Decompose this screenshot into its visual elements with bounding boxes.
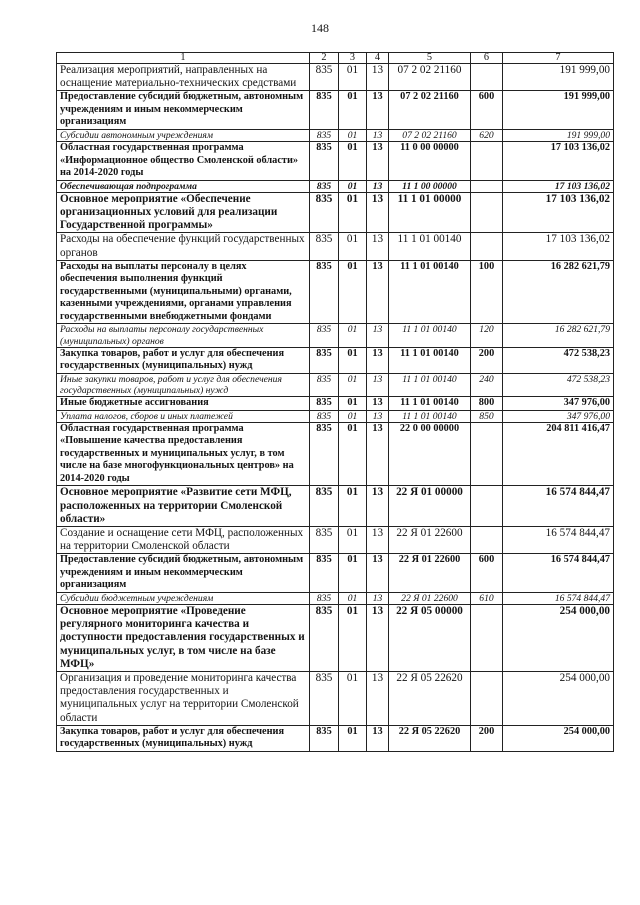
amount-cell: 16 282 621,79 (503, 260, 614, 324)
section-cell: 01 (339, 397, 367, 411)
table-row (57, 592, 614, 604)
subsection-cell: 13 (367, 410, 389, 422)
row-name-cell: Основное мероприятие «Развитие сети МФЦ, расположенных на территории Смоленской области» (57, 486, 310, 527)
header-cell: 1 (57, 53, 310, 64)
admin-code-cell: 835 (310, 347, 339, 373)
table-row (57, 91, 614, 130)
amount-cell: 16 574 844,47 (503, 592, 614, 604)
amount-cell: 347 976,00 (503, 410, 614, 422)
target-article-cell: 11 1 01 00140 (389, 233, 471, 260)
table-row (57, 129, 614, 141)
table-row (57, 725, 614, 751)
target-article-cell: 07 2 02 21160 (389, 91, 471, 130)
table-row (57, 347, 614, 373)
expense-type-cell (471, 64, 503, 91)
section-cell: 01 (339, 592, 367, 604)
row-name-cell: Обеспечивающая подпрограмма (57, 180, 310, 192)
page-number: 148 (311, 21, 329, 35)
table-row (57, 260, 614, 324)
admin-code-cell: 835 (310, 64, 339, 91)
admin-code-cell: 835 (310, 91, 339, 130)
amount-cell: 472 538,23 (503, 347, 614, 373)
target-article-cell: 22 Я 05 00000 (389, 605, 471, 672)
table-row (57, 410, 614, 422)
expense-type-cell (471, 233, 503, 260)
amount-cell: 191 999,00 (503, 64, 614, 91)
target-article-cell: 11 1 01 00140 (389, 347, 471, 373)
amount-cell: 16 574 844,47 (503, 554, 614, 593)
row-name-cell: Субсидии автономным учреждениям (57, 129, 310, 141)
expense-type-cell (471, 605, 503, 672)
header-cell: 4 (367, 53, 389, 64)
row-name-cell: Организация и проведение мониторинга качества предоставления государственных и муниципальных услуг на территории Смоленской области (57, 672, 310, 726)
admin-code-cell: 835 (310, 526, 339, 553)
header-cell: 6 (471, 53, 503, 64)
table-row (57, 605, 614, 672)
amount-cell: 17 103 136,02 (503, 233, 614, 260)
subsection-cell: 13 (367, 324, 389, 347)
subsection-cell: 13 (367, 233, 389, 260)
target-article-cell: 22 Я 05 22620 (389, 672, 471, 726)
section-cell: 01 (339, 672, 367, 726)
expense-type-cell: 600 (471, 91, 503, 130)
row-name-cell: Иные закупки товаров, работ и услуг для обеспечения государственных (муниципальных) нужд (57, 373, 310, 396)
table-row (57, 422, 614, 486)
admin-code-cell: 835 (310, 142, 339, 181)
admin-code-cell: 835 (310, 260, 339, 324)
section-cell: 01 (339, 725, 367, 751)
target-article-cell: 11 0 00 00000 (389, 142, 471, 181)
amount-cell: 204 811 416,47 (503, 422, 614, 486)
expense-type-cell (471, 422, 503, 486)
section-cell: 01 (339, 64, 367, 91)
admin-code-cell: 835 (310, 129, 339, 141)
subsection-cell: 13 (367, 129, 389, 141)
row-name-cell: Расходы на обеспечение функций государственных органов (57, 233, 310, 260)
table-header-row (57, 53, 614, 64)
subsection-cell: 13 (367, 725, 389, 751)
section-cell: 01 (339, 554, 367, 593)
expense-type-cell (471, 180, 503, 192)
row-name-cell: Основное мероприятие «Обеспечение организационных условий для реализации Государственной программы» (57, 192, 310, 233)
admin-code-cell: 835 (310, 233, 339, 260)
budget-table (56, 52, 614, 752)
section-cell: 01 (339, 180, 367, 192)
header-cell: 5 (389, 53, 471, 64)
amount-cell: 254 000,00 (503, 605, 614, 672)
section-cell: 01 (339, 526, 367, 553)
section-cell: 01 (339, 91, 367, 130)
expense-type-cell: 800 (471, 397, 503, 411)
row-name-cell: Иные бюджетные ассигнования (57, 397, 310, 411)
section-cell: 01 (339, 324, 367, 347)
section-cell: 01 (339, 422, 367, 486)
table-row (57, 192, 614, 233)
row-name-cell: Расходы на выплаты персоналу государственных (муниципальных) органов (57, 324, 310, 347)
subsection-cell: 13 (367, 142, 389, 181)
subsection-cell: 13 (367, 397, 389, 411)
expense-type-cell: 200 (471, 725, 503, 751)
admin-code-cell: 835 (310, 672, 339, 726)
row-name-cell: Субсидии бюджетным учреждениям (57, 592, 310, 604)
section-cell: 01 (339, 605, 367, 672)
subsection-cell: 13 (367, 422, 389, 486)
row-name-cell: Создание и оснащение сети МФЦ, расположенных на территории Смоленской области (57, 526, 310, 553)
admin-code-cell: 835 (310, 422, 339, 486)
table-row (57, 373, 614, 396)
expense-type-cell (471, 486, 503, 527)
admin-code-cell: 835 (310, 486, 339, 527)
header-cell: 2 (310, 53, 339, 64)
subsection-cell: 13 (367, 592, 389, 604)
table-row (57, 486, 614, 527)
amount-cell: 191 999,00 (503, 129, 614, 141)
subsection-cell: 13 (367, 486, 389, 527)
expense-type-cell (471, 672, 503, 726)
expense-type-cell: 850 (471, 410, 503, 422)
amount-cell: 17 103 136,02 (503, 180, 614, 192)
section-cell: 01 (339, 129, 367, 141)
section-cell: 01 (339, 373, 367, 396)
expense-type-cell (471, 192, 503, 233)
admin-code-cell: 835 (310, 725, 339, 751)
subsection-cell: 13 (367, 260, 389, 324)
expense-type-cell: 120 (471, 324, 503, 347)
section-cell: 01 (339, 233, 367, 260)
table-row (57, 554, 614, 593)
subsection-cell: 13 (367, 192, 389, 233)
header-cell: 7 (503, 53, 614, 64)
admin-code-cell: 835 (310, 192, 339, 233)
target-article-cell: 11 1 01 00140 (389, 410, 471, 422)
subsection-cell: 13 (367, 526, 389, 553)
subsection-cell: 13 (367, 91, 389, 130)
table-row (57, 233, 614, 260)
expense-type-cell (471, 142, 503, 181)
target-article-cell: 22 Я 01 22600 (389, 526, 471, 553)
section-cell: 01 (339, 410, 367, 422)
amount-cell: 472 538,23 (503, 373, 614, 396)
row-name-cell: Предоставление субсидий бюджетным, автономным учреждениям и иным некоммерческим организациям (57, 554, 310, 593)
table-row (57, 672, 614, 726)
target-article-cell: 11 1 00 00000 (389, 180, 471, 192)
admin-code-cell: 835 (310, 324, 339, 347)
row-name-cell: Уплата налогов, сборов и иных платежей (57, 410, 310, 422)
section-cell: 01 (339, 486, 367, 527)
amount-cell: 191 999,00 (503, 91, 614, 130)
target-article-cell: 07 2 02 21160 (389, 64, 471, 91)
section-cell: 01 (339, 192, 367, 233)
expense-type-cell: 600 (471, 554, 503, 593)
row-name-cell: Областная государственная программа «Повышение качества предоставления государственных и муниципальных услуг, в том числе на базе многофункциональных центров» на 2014-2020 годы (57, 422, 310, 486)
target-article-cell: 22 0 00 00000 (389, 422, 471, 486)
subsection-cell: 13 (367, 605, 389, 672)
row-name-cell: Закупка товаров, работ и услуг для обеспечения государственных (муниципальных) нужд (57, 347, 310, 373)
target-article-cell: 22 Я 01 22600 (389, 554, 471, 593)
section-cell: 01 (339, 347, 367, 373)
table-row (57, 526, 614, 553)
amount-cell: 17 103 136,02 (503, 192, 614, 233)
header-cell: 3 (339, 53, 367, 64)
target-article-cell: 22 Я 01 22600 (389, 592, 471, 604)
expense-type-cell: 200 (471, 347, 503, 373)
section-cell: 01 (339, 142, 367, 181)
admin-code-cell: 835 (310, 397, 339, 411)
subsection-cell: 13 (367, 554, 389, 593)
expense-type-cell: 100 (471, 260, 503, 324)
amount-cell: 16 574 844,47 (503, 486, 614, 527)
table-row (57, 324, 614, 347)
expense-type-cell: 610 (471, 592, 503, 604)
target-article-cell: 11 1 01 00140 (389, 397, 471, 411)
subsection-cell: 13 (367, 347, 389, 373)
target-article-cell: 11 1 01 00140 (389, 324, 471, 347)
subsection-cell: 13 (367, 64, 389, 91)
target-article-cell: 22 Я 01 00000 (389, 486, 471, 527)
subsection-cell: 13 (367, 373, 389, 396)
subsection-cell: 13 (367, 180, 389, 192)
subsection-cell: 13 (367, 672, 389, 726)
target-article-cell: 11 1 01 00000 (389, 192, 471, 233)
row-name-cell: Областная государственная программа «Информационное общество Смоленской области» на 2014-2020 годы (57, 142, 310, 181)
admin-code-cell: 835 (310, 373, 339, 396)
target-article-cell: 07 2 02 21160 (389, 129, 471, 141)
target-article-cell: 11 1 01 00140 (389, 373, 471, 396)
amount-cell: 16 282 621,79 (503, 324, 614, 347)
target-article-cell: 11 1 01 00140 (389, 260, 471, 324)
target-article-cell: 22 Я 05 22620 (389, 725, 471, 751)
table-row (57, 142, 614, 181)
amount-cell: 254 000,00 (503, 725, 614, 751)
row-name-cell: Расходы на выплаты персоналу в целях обеспечения выполнения функций государственными (муниципальными) органами, казенными учреждениями, органами управления государственными внебюджетными фондами (57, 260, 310, 324)
row-name-cell: Закупка товаров, работ и услуг для обеспечения государственных (муниципальных) нужд (57, 725, 310, 751)
amount-cell: 16 574 844,47 (503, 526, 614, 553)
expense-type-cell: 620 (471, 129, 503, 141)
row-name-cell: Реализация мероприятий, направленных на оснащение материально-технических средствами (57, 64, 310, 91)
expense-type-cell: 240 (471, 373, 503, 396)
admin-code-cell: 835 (310, 554, 339, 593)
amount-cell: 17 103 136,02 (503, 142, 614, 181)
amount-cell: 254 000,00 (503, 672, 614, 726)
row-name-cell: Основное мероприятие «Проведение регулярного мониторинга качества и доступности предоставления государственных и муниципальных услуг, в том числе на базе МФЦ» (57, 605, 310, 672)
section-cell: 01 (339, 260, 367, 324)
admin-code-cell: 835 (310, 605, 339, 672)
table-row (57, 64, 614, 91)
admin-code-cell: 835 (310, 592, 339, 604)
expense-type-cell (471, 526, 503, 553)
admin-code-cell: 835 (310, 180, 339, 192)
admin-code-cell: 835 (310, 410, 339, 422)
table-row (57, 397, 614, 411)
table-row (57, 180, 614, 192)
amount-cell: 347 976,00 (503, 397, 614, 411)
row-name-cell: Предоставление субсидий бюджетным, автономным учреждениям и иным некоммерческим организациям (57, 91, 310, 130)
